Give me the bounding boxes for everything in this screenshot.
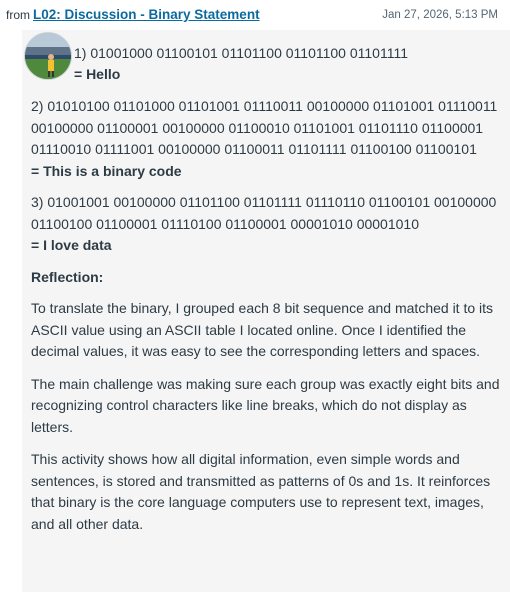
binary-item-2-result: = This is a binary code <box>31 162 182 179</box>
binary-item-3 <box>31 192 503 257</box>
topic-link[interactable]: L02: Discussion - Binary Statement <box>33 7 260 22</box>
binary-item-1-code: 1) 01001000 01100101 01101100 01101100 01101111 <box>74 45 408 61</box>
binary-item-3-code: 3) 01001001 00100000 01101100 01101111 01110110 01100101 00100000 01100100 01100001 01110100 01100001 00001010 00001010 <box>31 194 497 232</box>
from-label: from <box>6 8 30 22</box>
binary-item-1-result: = Hello <box>74 66 121 82</box>
reflection-heading: Reflection: <box>31 268 104 285</box>
avatar-photo-icon <box>25 33 71 79</box>
avatar[interactable] <box>24 32 72 80</box>
reflection-paragraph-2: The main challenge was making sure each group was exactly eight bits and recognizing control characters like line breaks, which do not display as letters. <box>31 375 500 435</box>
post-header <box>0 0 510 30</box>
reflection-paragraph-3: This activity shows how all digital information, even simple words and sentences, is stored and transmitted as patterns of 0s and 1s. It reinforces that binary is the core language computers use to represent text, images, and all other data. <box>31 451 491 532</box>
from-line <box>6 7 260 22</box>
discussion-reply-card <box>22 30 510 592</box>
binary-item-3-result: = I love data <box>31 237 112 253</box>
binary-item-2-code: 2) 01010100 01101000 01101001 01110011 00100000 01101001 01110011 00100000 01100001 00100000 01100010 01101001 01101110 01100001 01110010 01111001 00100000 01100011 01101111 01100100 01100101 <box>31 98 498 157</box>
binary-item-1 <box>74 43 408 85</box>
post-body <box>31 96 503 546</box>
post-timestamp: Jan 27, 2026, 5:13 PM <box>382 9 498 21</box>
binary-item-2 <box>31 96 503 182</box>
reflection-paragraph-1: To translate the binary, I grouped each 8 bit sequence and matched it to its ASCII value using an ASCII table I located online. Once I identified the decimal values, it was easy to see the corresponding letters and spaces. <box>31 300 494 359</box>
